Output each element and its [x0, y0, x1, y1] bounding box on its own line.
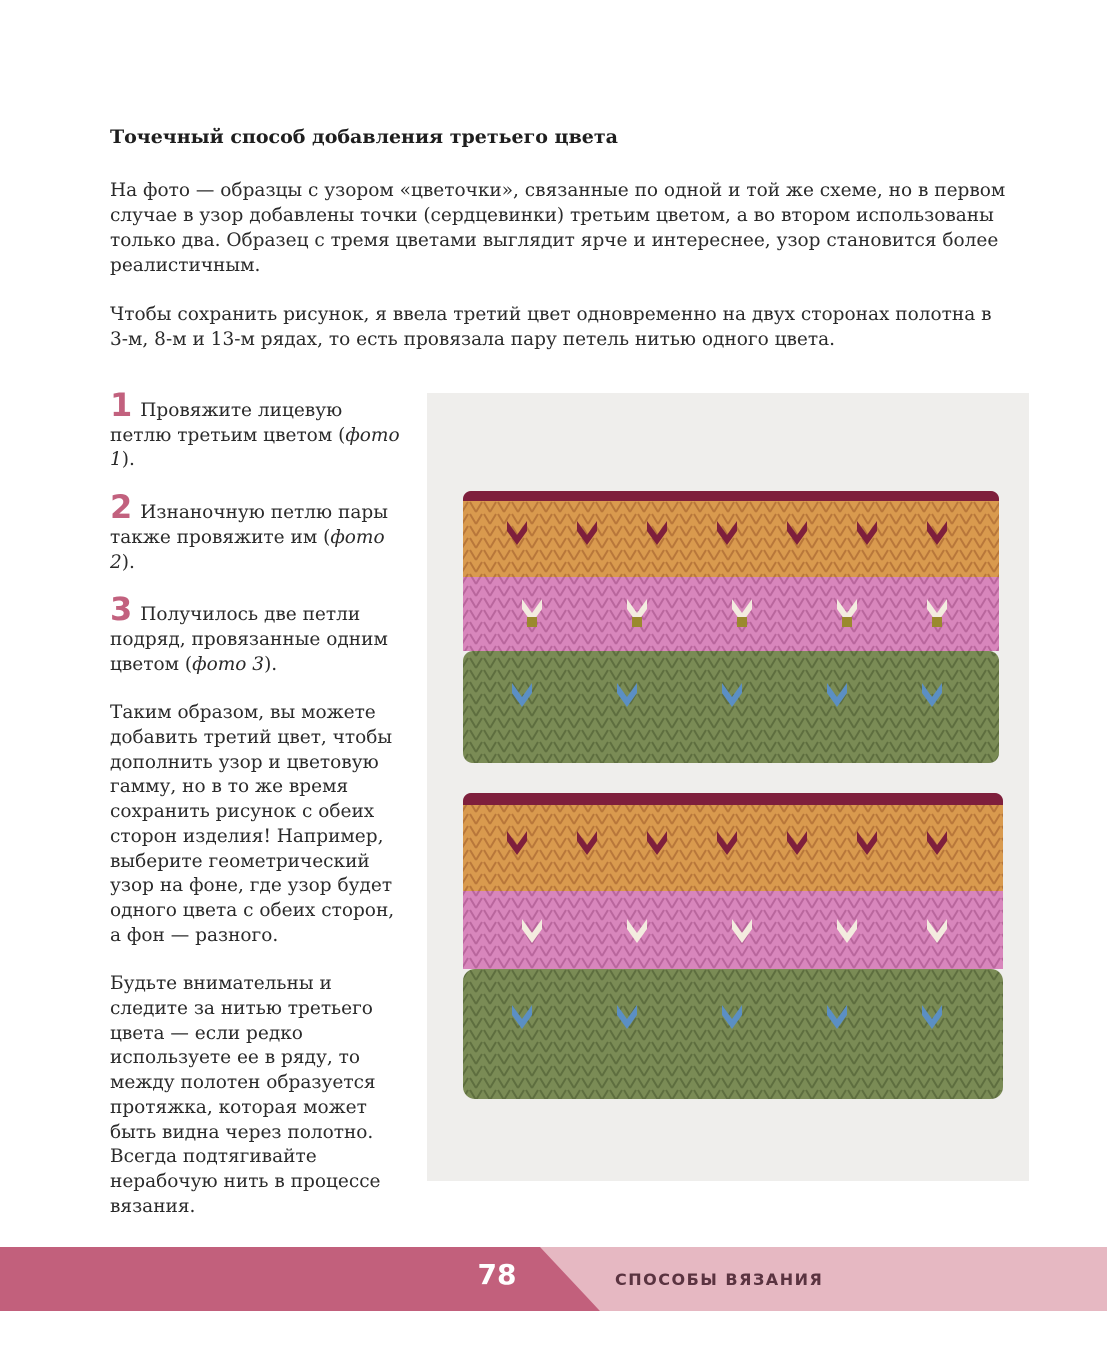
step-2: 2 Изнаночную петлю пары также провяжите им (фото 2). [110, 488, 388, 573]
knitting-samples-photo [427, 393, 1029, 1181]
swatch-bottom [463, 793, 1003, 1099]
step-number: 2 [110, 488, 133, 527]
method-paragraph: Чтобы сохранить рисунок, я ввела третий цвет одновременно на двух сторонах полотна в 3-м, 8-м и 13-м рядах, то есть провязала пару петель нитью одного цвета. [110, 304, 992, 350]
body-paragraph-2: Будьте внимательны и следите за нитью третьего цвета — если редко используете ее в ряду, то между полотен образуется протяжка, которая может быть видна через полотно. Всегда подтягивайте нерабочую нить в процессе вязания. [110, 973, 381, 1217]
intro-paragraph: На фото — образцы с узором «цветочки», связанные по одной и той же схеме, но в первом случае в узор добавлены точки (сердцевинки) третьим цветом, а во втором использованы только два. Образец с тремя цветами выглядит ярче и интереснее, узор становится более реалистичным. [110, 180, 1006, 276]
page-number: 78 [477, 1258, 517, 1291]
steps-column [110, 386, 400, 1219]
step-number: 1 [110, 386, 133, 424]
body-paragraph-1: Таким образом, вы можете добавить третий цвет, чтобы дополнить узор и цветовую гамму, но в то же время сохранить рисунок с обеих сторон изделия! Например, выберите геометрический узор на фоне, где узор будет одного цвета с обеих сторон, а фон — разного. [110, 702, 395, 946]
step-1: 1 Провяжите лицевую петлю третьим цветом (фото 1). [110, 386, 400, 471]
step-number: 3 [110, 590, 133, 629]
swatch-top [463, 491, 999, 763]
section-title: СПОСОБЫ ВЯЗАНИЯ [615, 1270, 824, 1289]
step-3: 3 Получилось две петли подряд, провязанные одним цветом (фото 3). [110, 590, 388, 675]
section-heading: Точечный способ добавления третьего цвета [110, 126, 618, 148]
